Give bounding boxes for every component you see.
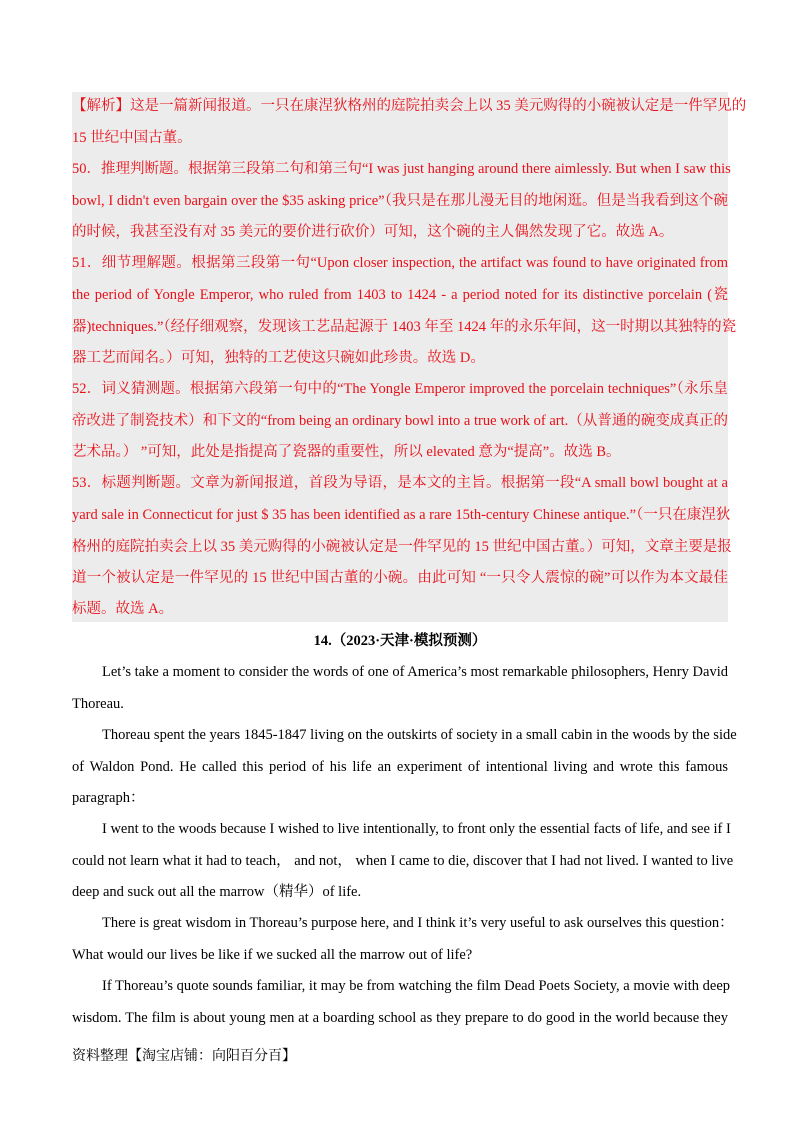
analysis-line: yard sale in Connecticut for just $ 35 has been identified as a rare 15th-century Chinese antique.”（一只在康涅狄 [72, 507, 731, 523]
analysis-line: 51．细节理解题。根据第三段第一句“Upon closer inspection, the artifact was found to have originated from [72, 255, 728, 271]
analysis-line: 的时候，我甚至没有对 35 美元的要价进行砍价）可知，这个碗的主人偶然发现了它。故选 A。 [72, 224, 674, 240]
passage-line: Thoreau. [72, 696, 124, 712]
analysis-line: 52．词义猜测题。根据第六段第一句中的“The Yongle Emperor improved the porcelain techniques”（永乐皇 [72, 381, 728, 397]
analysis-line: 标题。故选 A。 [72, 601, 174, 617]
analysis-line: 器)techniques.”（经仔细观察，发现该工艺品起源于 1403 年至 1424 年的永乐年间，这一时期以其独特的瓷 [72, 319, 737, 335]
passage-line: I went to the woods because I wished to live intentionally, to front only the essential facts of life, and see if I [102, 821, 731, 837]
analysis-line: 艺术品。） ”可知，此处是指提高了瓷器的重要性，所以 elevated 意为“提高”。故选 B。 [72, 444, 621, 460]
analysis-line: bowl, I didn't even bargain over the $35 asking price”（我只是在那儿漫无目的地闲逛。但是当我看到这个碗 [72, 193, 728, 209]
page-footer: 资料整理【淘宝店铺：向阳百分百】 [72, 1048, 296, 1064]
analysis-line: 帝改进了制瓷技术）和下文的“from being an ordinary bowl into a true work of art.（从普通的碗变成真正的 [72, 413, 728, 429]
analysis-line: 50．推理判断题。根据第三段第二句和第三句“I was just hanging around there aimlessly. But when I saw this [72, 161, 731, 177]
analysis-line: 道一个被认定是一件罕见的 15 世纪中国古董的小碗。由此可知 “一只令人震惊的碗”可以作为本文最佳 [72, 570, 728, 586]
passage-line: Let’s take a moment to consider the words of one of America’s most remarkable philosophers, Henry David [102, 664, 728, 680]
question-heading: 14.（2023·天津·模拟预测） [313, 633, 487, 649]
passage-line: could not learn what it had to teach， and not， when I came to die, discover that I had not lived. I wanted to live [72, 853, 734, 869]
passage-line: deep and suck out all the marrow（精华）of life. [72, 884, 362, 900]
analysis-line: 【解析】这是一篇新闻报道。一只在康涅狄格州的庭院拍卖会上以 35 美元购得的小碗被认定是一件罕见的 [72, 98, 747, 114]
passage-line: of Waldon Pond. He called this period of his life an experiment of intentional living and wrote this famous [72, 759, 728, 775]
passage-line: There is great wisdom in Thoreau’s purpose here, and I think it’s very useful to ask ourselves this question： [102, 915, 734, 931]
analysis-line: the period of Yongle Emperor, who ruled from 1403 to 1424 - a period noted for its distinctive porcelain (瓷 [72, 287, 728, 303]
passage-line: Thoreau spent the years 1845-1847 living on the outskirts of society in a small cabin in the woods by the side [102, 727, 737, 743]
analysis-line: 15 世纪中国古董。 [72, 130, 192, 146]
passage-line: wisdom. The film is about young men at a boarding school as they prepare to do good in the world because they [72, 1010, 728, 1026]
passage-line: If Thoreau’s quote sounds familiar, it may be from watching the film Dead Poets Society, a movie with deep [102, 978, 731, 994]
analysis-line: 格州的庭院拍卖会上以 35 美元购得的小碗被认定是一件罕见的 15 世纪中国古董。）可知，文章主要是报 [72, 539, 732, 555]
passage-line: What would our lives be like if we sucked all the marrow out of life? [72, 947, 473, 963]
analysis-line: 器工艺而闻名。）可知，独特的工艺使这只碗如此珍贵。故选 D。 [72, 350, 485, 366]
passage-line: paragraph： [72, 790, 145, 806]
analysis-line: 53．标题判断题。文章为新闻报道，首段为导语，是本文的主旨。根据第一段“A small bowl bought at a [72, 475, 728, 491]
